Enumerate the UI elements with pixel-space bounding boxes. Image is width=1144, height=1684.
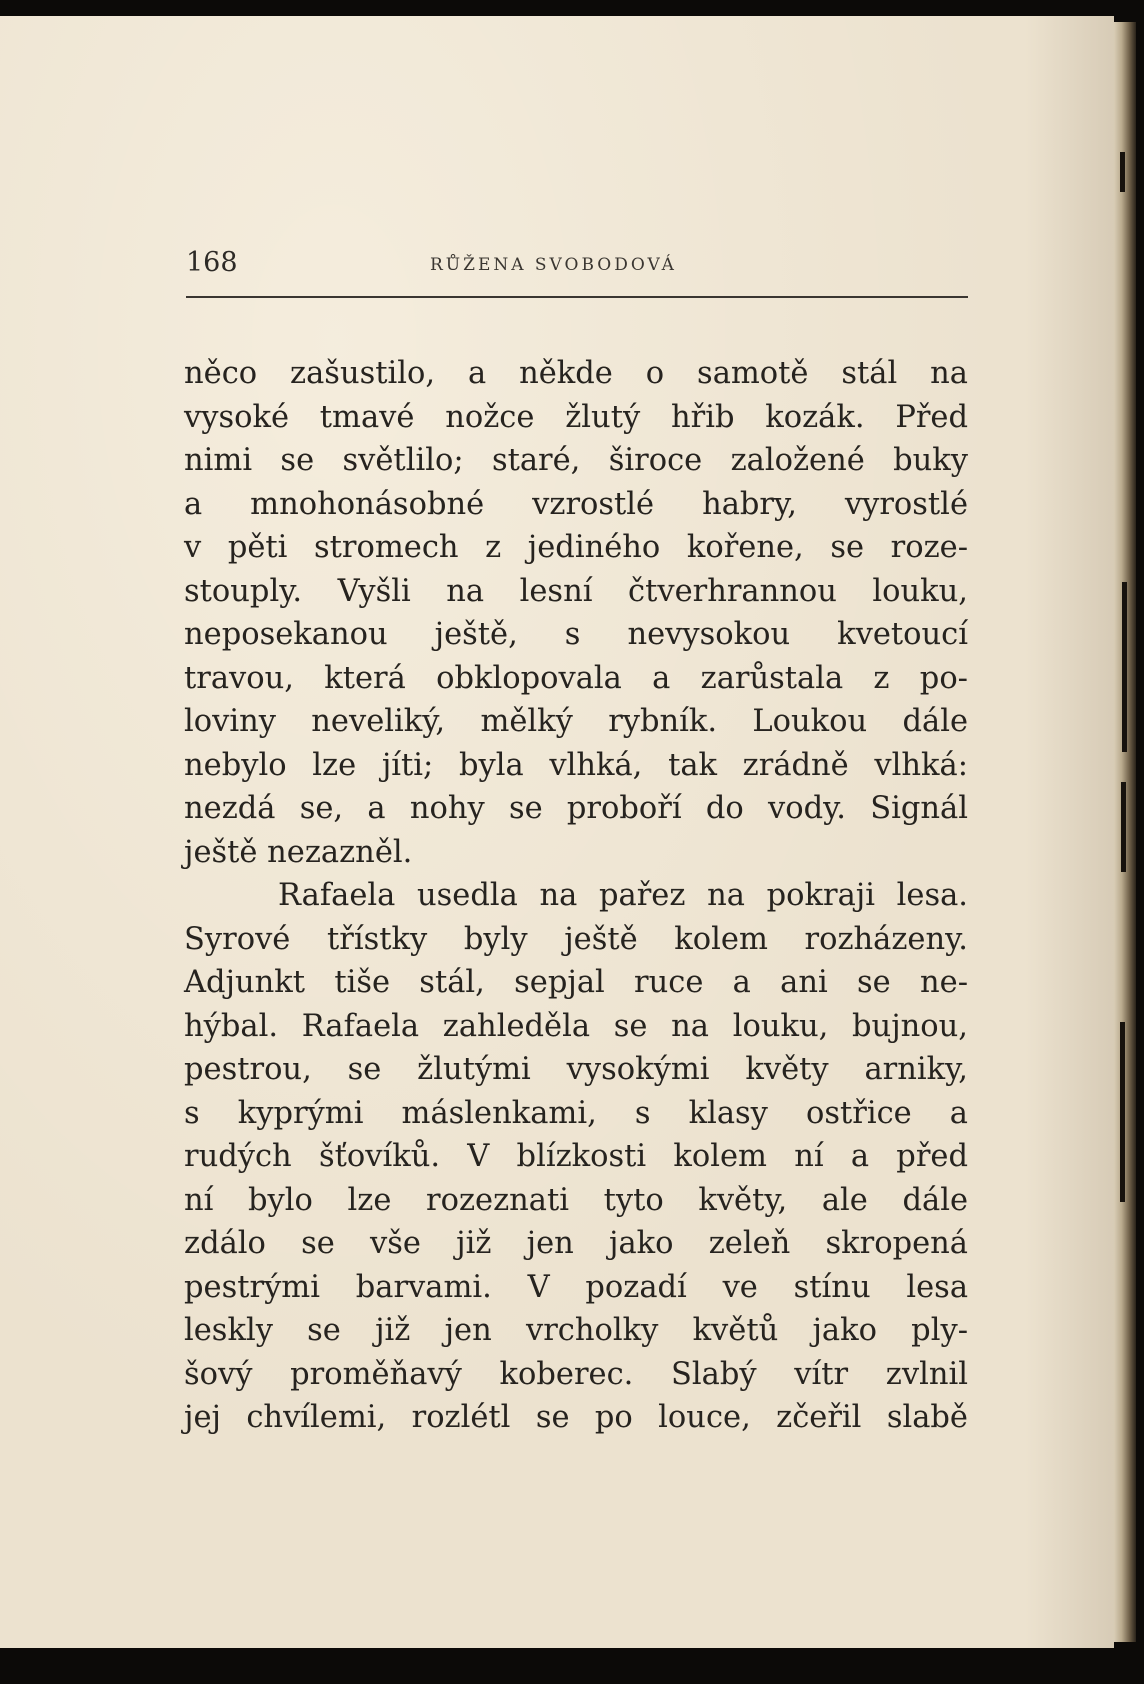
book-binding-edge bbox=[1114, 22, 1136, 1642]
text-line: něco zašustilo, a někde o samotě stál na bbox=[184, 356, 968, 391]
text-line: leskly se již jen vrcholky květů jako ply- bbox=[184, 1313, 968, 1348]
text-line: rudých šťovíků. V blízkosti kolem ní a před bbox=[184, 1139, 968, 1174]
text-line: šový proměňavý koberec. Slabý vítr zvlnil bbox=[184, 1356, 968, 1392]
text-line: travou, která obklopovala a zarůstala z po- bbox=[184, 660, 968, 696]
body-text bbox=[184, 352, 968, 1440]
text-line: pestrou, se žlutými vysokými květy arniky, bbox=[184, 1052, 968, 1087]
text-line: vysoké tmavé nožce žlutý hřib kozák. Před bbox=[184, 399, 968, 435]
text-line: loviny neveliký, mělký rybník. Loukou dále bbox=[184, 704, 968, 739]
binding-mark bbox=[1122, 582, 1127, 752]
text-line: zdálo se vše již jen jako zeleň skropená bbox=[184, 1226, 968, 1261]
text-line: pestrými barvami. V pozadí ve stínu lesa bbox=[184, 1269, 968, 1305]
text-line: Adjunkt tiše stál, sepjal ruce a ani se ne- bbox=[184, 965, 968, 1000]
text-line: nezdá se, a nohy se proboří do vody. Signál bbox=[184, 791, 968, 826]
paragraph bbox=[184, 874, 968, 1440]
text-line: neposekanou ještě, s nevysokou kvetoucí bbox=[184, 617, 968, 652]
text-line: jej chvílemi, rozlétl se po louce, zčeřil slabě bbox=[184, 1400, 968, 1435]
header-rule bbox=[186, 296, 968, 298]
text-line: nebylo lze jíti; byla vlhká, tak zrádně vlhká: bbox=[184, 747, 968, 783]
page-header bbox=[186, 246, 968, 298]
binding-mark bbox=[1120, 152, 1125, 192]
text-line: a mnohonásobné vzrostlé habry, vyrostlé bbox=[184, 486, 968, 522]
text-line: s kyprými máslenkami, s klasy ostřice a bbox=[184, 1095, 968, 1131]
binding-mark bbox=[1121, 782, 1126, 872]
text-line: v pěti stromech z jediného kořene, se roze- bbox=[184, 530, 968, 565]
text-line: ní bylo lze rozeznati tyto květy, ale dále bbox=[184, 1182, 968, 1218]
binding-mark bbox=[1120, 1022, 1125, 1202]
text-line: nimi se světlilo; staré, široce založené buky bbox=[184, 443, 968, 478]
text-line: hýbal. Rafaela zahleděla se na louku, bujnou, bbox=[184, 1008, 968, 1044]
paragraph bbox=[184, 352, 968, 874]
running-head: RŮŽENA SVOBODOVÁ bbox=[430, 255, 677, 275]
page-number: 168 bbox=[186, 247, 238, 278]
text-line: stouply. Vyšli na lesní čtverhrannou louku, bbox=[184, 573, 968, 609]
text-line: ještě nezazněl. bbox=[184, 834, 413, 870]
text-line: Syrové třístky byly ještě kolem rozházeny. bbox=[184, 921, 968, 957]
text-line: Rafaela usedla na pařez na pokraji lesa. bbox=[278, 878, 968, 913]
book-page bbox=[0, 16, 1114, 1648]
